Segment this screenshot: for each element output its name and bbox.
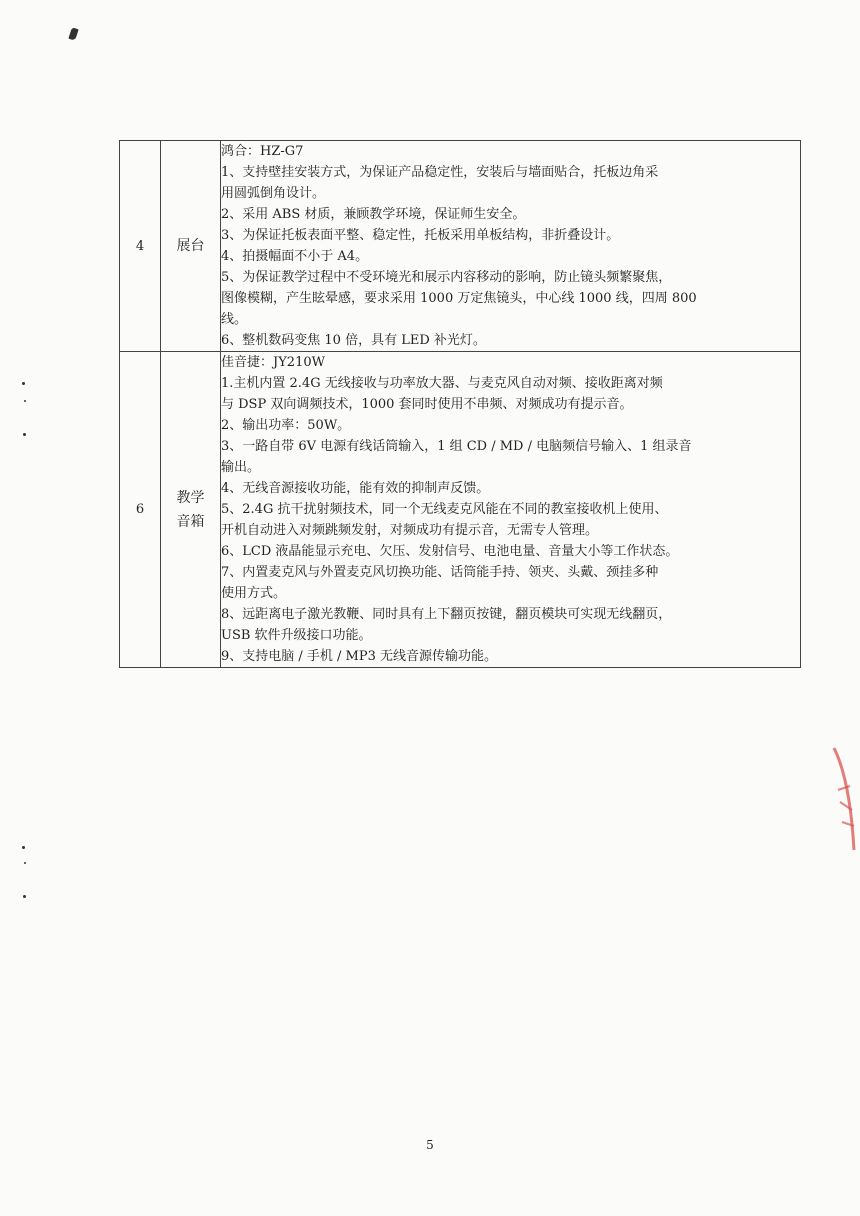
description-line: 1.主机内置 2.4G 无线接收与功率放大器、与麦克风自动对频、接收距离对频: [221, 376, 663, 391]
red-stamp-fragment: [820, 740, 860, 860]
item-name-cell: [161, 352, 221, 668]
description-line: 4、拍摄幅面不小于 A4。: [221, 249, 369, 264]
item-name-text: 教学: [176, 489, 205, 506]
description-line: 开机自动进入对频跳频发射，对频成功有提示音，无需专人管理。: [221, 523, 599, 538]
specification-table-body: [120, 141, 801, 668]
description-line: 8、远距离电子激光教鞭、同时具有上下翻页按键，翻页模块可实现无线翻页，: [221, 607, 672, 622]
binding-hole-mark: [23, 895, 26, 898]
description-line: USB 软件升级接口功能。: [221, 628, 372, 643]
description-line: 用圆弧倒角设计。: [221, 186, 326, 201]
scan-mark: [68, 27, 78, 41]
description-line: 佳音捷：JY210W: [221, 355, 325, 370]
description-line: 6、LCD 液晶能显示充电、欠压、发射信号、电池电量、音量大小等工作状态。: [221, 544, 679, 559]
item-name-text: 展台: [176, 238, 205, 254]
specification-table: [119, 140, 801, 668]
item-name-cell: [161, 141, 221, 352]
description-line: 线。: [221, 312, 248, 327]
description-line: 3、为保证托板表面平整、稳定性，托板采用单板结构，非折叠设计。: [221, 228, 620, 243]
item-number-cell: 4: [120, 141, 161, 352]
description-line: 2、采用 ABS 材质，兼顾教学环境，保证师生安全。: [221, 207, 526, 222]
description-line: 5、为保证教学过程中不受环境光和展示内容移动的影响，防止镜头频繁聚焦，: [221, 270, 672, 285]
item-description-cell: [221, 352, 801, 668]
item-number-cell: 6: [120, 352, 161, 668]
description-line: 使用方式。: [221, 586, 287, 601]
description-line: 4、无线音源接收功能，能有效的抑制声反馈。: [221, 481, 490, 496]
description-line: 与 DSP 双向调频技术，1000 套同时使用不串频、对频成功有提示音。: [221, 397, 633, 412]
description-line: 鸿合：HZ-G7: [221, 144, 304, 159]
binding-hole-mark: [22, 382, 25, 385]
description-line: 1、支持壁挂安装方式，为保证产品稳定性，安装后与墙面贴合，托板边角采: [221, 165, 659, 180]
description-line: 5、2.4G 抗干扰射频技术，同一个无线麦克风能在不同的教室接收机上使用、: [221, 502, 668, 517]
table-row: [120, 141, 801, 352]
item-description-cell: [221, 141, 801, 352]
description-line: 9、支持电脑 / 手机 / MP3 无线音源传输功能。: [221, 649, 498, 664]
binding-hole-mark: [24, 862, 26, 864]
description-line: 3、一路自带 6V 电源有线话筒输入，1 组 CD / MD / 电脑频信号输入、1 组录音: [221, 439, 692, 454]
page-number: 5: [426, 1138, 434, 1152]
description-line: 2、输出功率：50W。: [221, 418, 351, 433]
binding-hole-mark: [22, 846, 25, 849]
description-line: 6、整机数码变焦 10 倍，具有 LED 补光灯。: [221, 333, 486, 348]
description-line: 图像模糊，产生眩晕感，要求采用 1000 万定焦镜头，中心线 1000 线，四周 800: [221, 291, 697, 306]
item-name-text: 音箱: [176, 513, 205, 530]
description-line: 输出。: [221, 460, 261, 475]
binding-hole-mark: [23, 433, 26, 436]
binding-hole-mark: [24, 400, 26, 402]
table-row: [120, 352, 801, 668]
description-line: 7、内置麦克风与外置麦克风切换功能、话筒能手持、领夹、头戴、颈挂多种: [221, 565, 659, 580]
